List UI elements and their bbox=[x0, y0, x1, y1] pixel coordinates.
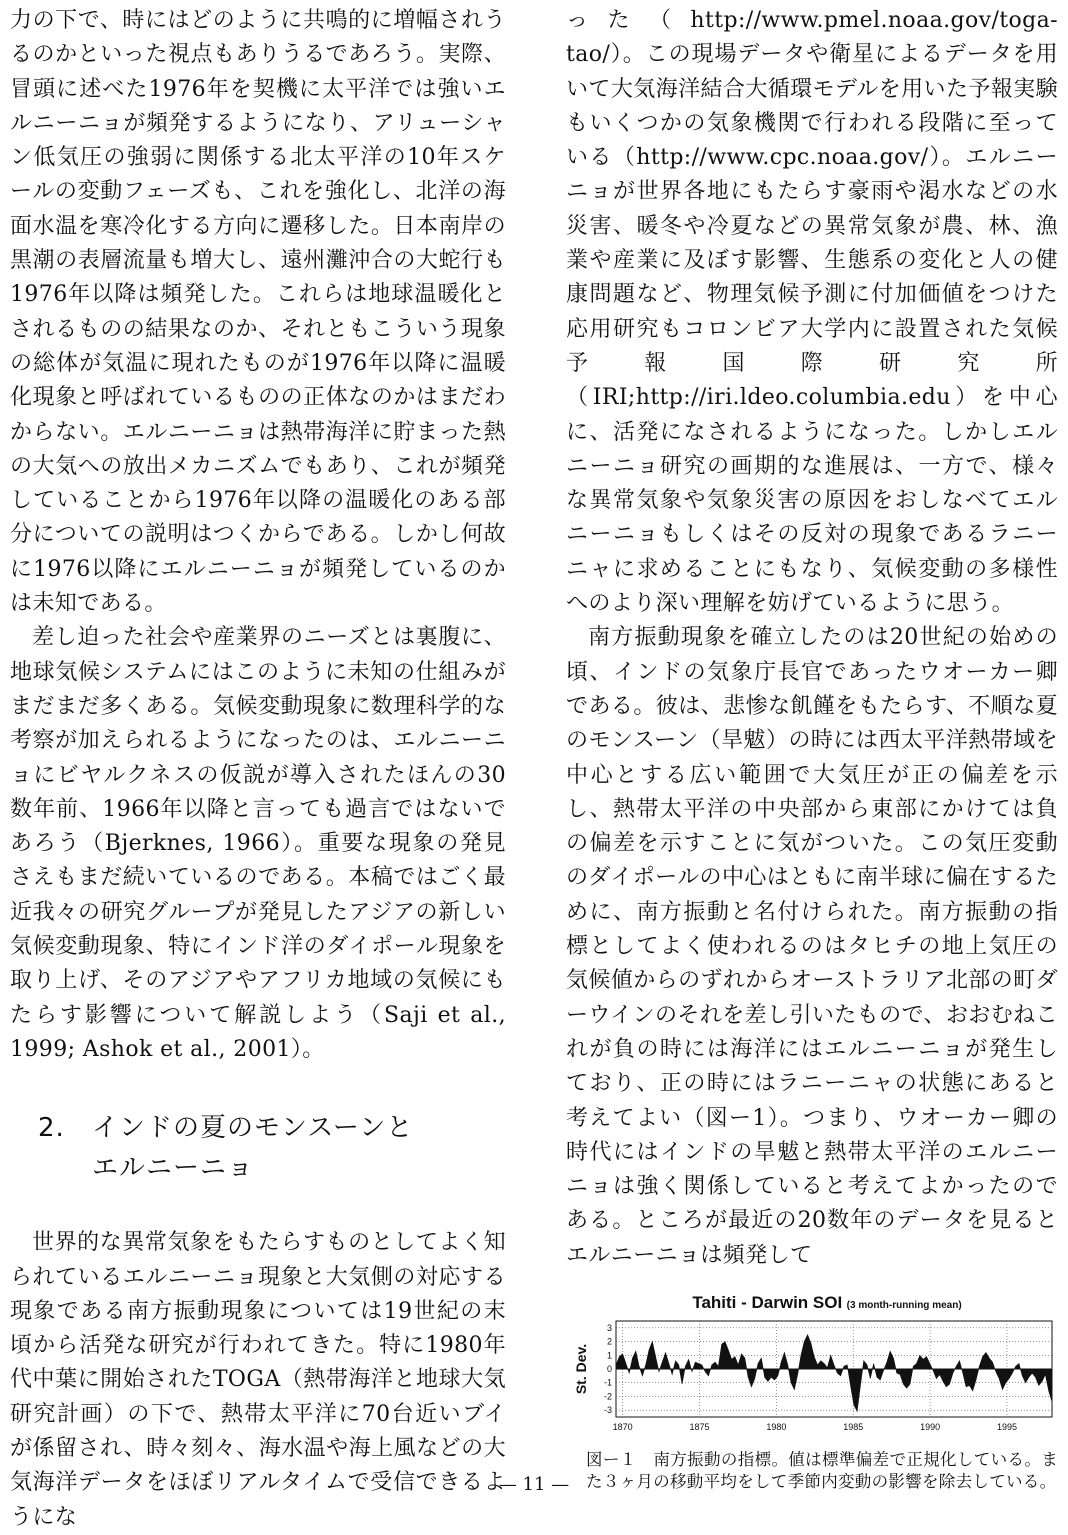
paragraph: 力の下で、時にはどのように共鳴的に増幅されうるのかといった視点もありうるであろう。実際、冒頭に述べた1976年を契機に太平洋では強いエルニーニョが頻発するようになり、アリューシャン低気圧の強弱に関係する北太平洋の10年スケールの変動フェーズも、これを強化し、北洋の海面水温を寒冷化する方向に遷移した。日本南岸の黒潮の表層流量も増大し、遠州灘沖合の大蛇行も1976年以降は頻発した。これらは地球温暖化とされるものの結果なのか、それともこういう現象の総体が気温に現れたものが1976年以降に温暖化現象と呼ばれているものの正体なのかはまだわからない。エルニーニョは熱帯海洋に貯まった熱の大気への放出メカニズムでもあり、これが頻発していることから1976年以降の温暖化のある部分についての説明はつくからである。しかし何故に1976以降にエルニーニョが頻発しているのかは未知である。 bbox=[10, 8, 506, 617]
section-title-line-2: エルニーニョ bbox=[92, 1153, 255, 1184]
x-tick-label: 1990 bbox=[920, 1421, 941, 1432]
y-tick-label: -2 bbox=[603, 1391, 612, 1402]
section-title-line-1: インドの夏のモンスーンと bbox=[92, 1113, 414, 1144]
y-tick-label: 2 bbox=[606, 1336, 612, 1347]
y-axis-label: St. Dev. bbox=[573, 1343, 589, 1395]
y-tick-label: -1 bbox=[603, 1377, 612, 1388]
y-tick-label: 1 bbox=[606, 1350, 612, 1361]
y-tick-label: 3 bbox=[606, 1322, 612, 1333]
page-number: — 11 — bbox=[498, 1474, 570, 1495]
left-column bbox=[10, 4, 506, 1535]
paragraph: 南方振動現象を確立したのは20世紀の始めの頃、インドの気象庁長官であったウオーカー卿である。彼は、悲惨な飢饉をもたらす、不順な夏のモンスーン（旱魃）の時には西太平洋熱帯域を中心とする広い範囲で大気圧が正の偏差を示し、熱帯太平洋の中央部から東部にかけては負の偏差を示すことに気がついた。この気圧変動のダイポールの中心はともに南半球に偏在するために、南方振動と名付けられた。南方振動の指標としてよく使われるのはタヒチの地上気圧の気候値からのずれからオーストラリア北部の町ダーウインのそれを差し引いたもので、おおむねこれが負の時には海洋にはエルニーニョが発生しており、正の時にはラニーニャの状態にあると考えてよい（図ー1）。つまり、ウオーカー卿の時代にはインドの旱魃と熱帯太平洋のエルニーニョは強く関係していると考えてよかったのである。ところが最近の20数年のデータを見るとエルニーニョは頻発して bbox=[566, 625, 1058, 1268]
figure-caption: 図ー１ 南方振動の指標。値は標準偏差で正規化している。また３ヶ月の移動平均をして季節内変動の影響を除去している。 bbox=[586, 1449, 1058, 1491]
section-heading bbox=[10, 1108, 506, 1188]
x-tick-label: 1870 bbox=[612, 1421, 633, 1432]
soi-series-area bbox=[616, 1335, 1052, 1412]
x-tick-label: 1985 bbox=[843, 1421, 864, 1432]
y-tick-label: -3 bbox=[603, 1405, 612, 1416]
figure-1 bbox=[566, 1293, 1058, 1493]
x-tick-label: 1875 bbox=[689, 1421, 710, 1432]
paragraph: 差し迫った社会や産業界のニーズとは裏腹に、地球気候システムにはこのように未知の仕組みがまだまだ多くある。気候変動現象に数理科学的な考察が加えられるようになったのは、エルニーニョにビヤルクネスの仮説が導入されたほんの30数年前、1966年以降と言っても過言ではないであろう（Bjerknes, 1966）。重要な現象の発見さえもまだ続いているのである。本稿ではごく最近我々の研究グループが発見したアジアの新しい気候変動現象、特にインド洋のダイポール現象を取り上げ、そのアジアやアフリカ地域の気候にもたらす影響について解説しよう（Saji et al., 1999; Ashok et al., 2001）。 bbox=[10, 625, 506, 1062]
paragraph: った（http://www.pmel.noaa.gov/toga-tao/）。この現場データや衛星によるデータを用いて大気海洋結合大循環モデルを用いた予報実験もいくつかの気象機関で行われる段階に至っている（http://www.cpc.noaa.gov/）。エルニーニョが世界各地にもたらす豪雨や渇水などの水災害、暖冬や冷夏などの異常気象が農、林、漁業や産業に及ぼす影響、生態系の変化と人の健康問題など、物理気候予測に付加価値をつけた応用研究もコロンビア大学内に設置された気候予報国際研究所（IRI;http://iri.ldeo.columbia.edu）を中心に、活発になされるようになった。しかしエルニーニョ研究の画期的な進展は、一方で、様々な異常気象や気象災害の原因をおしなべてエルニーニョもしくはその反対の現象であるラニーニャに求めることにもなり、気候変動の多様性へのより深い理解を妨げているように思う。 bbox=[566, 8, 1058, 617]
right-column bbox=[566, 4, 1058, 1493]
chart-title-row bbox=[566, 1293, 1058, 1313]
chart-subtitle: (3 month-running mean) bbox=[846, 1299, 962, 1311]
soi-chart bbox=[566, 1313, 1056, 1439]
y-tick-label: 0 bbox=[606, 1363, 612, 1374]
chart-title: Tahiti - Darwin SOI bbox=[692, 1292, 843, 1312]
section-number: 2. bbox=[38, 1113, 65, 1144]
paragraph: 世界的な異常気象をもたらすものとしてよく知られているエルニーニョ現象と大気側の対応する現象である南方振動現象については19世紀の末頃から活発な研究が行われてきた。特に1980年代中葉に開始されたTOGA（熱帯海洋と地球大気研究計画）の下で、熱帯太平洋に70台近いブイが係留され、時々刻々、海水温や海上風などの大気海洋データをほぼリアルタイムで受信できるようにな bbox=[10, 1230, 506, 1530]
x-tick-label: 1995 bbox=[996, 1421, 1017, 1432]
x-tick-label: 1980 bbox=[766, 1421, 787, 1432]
